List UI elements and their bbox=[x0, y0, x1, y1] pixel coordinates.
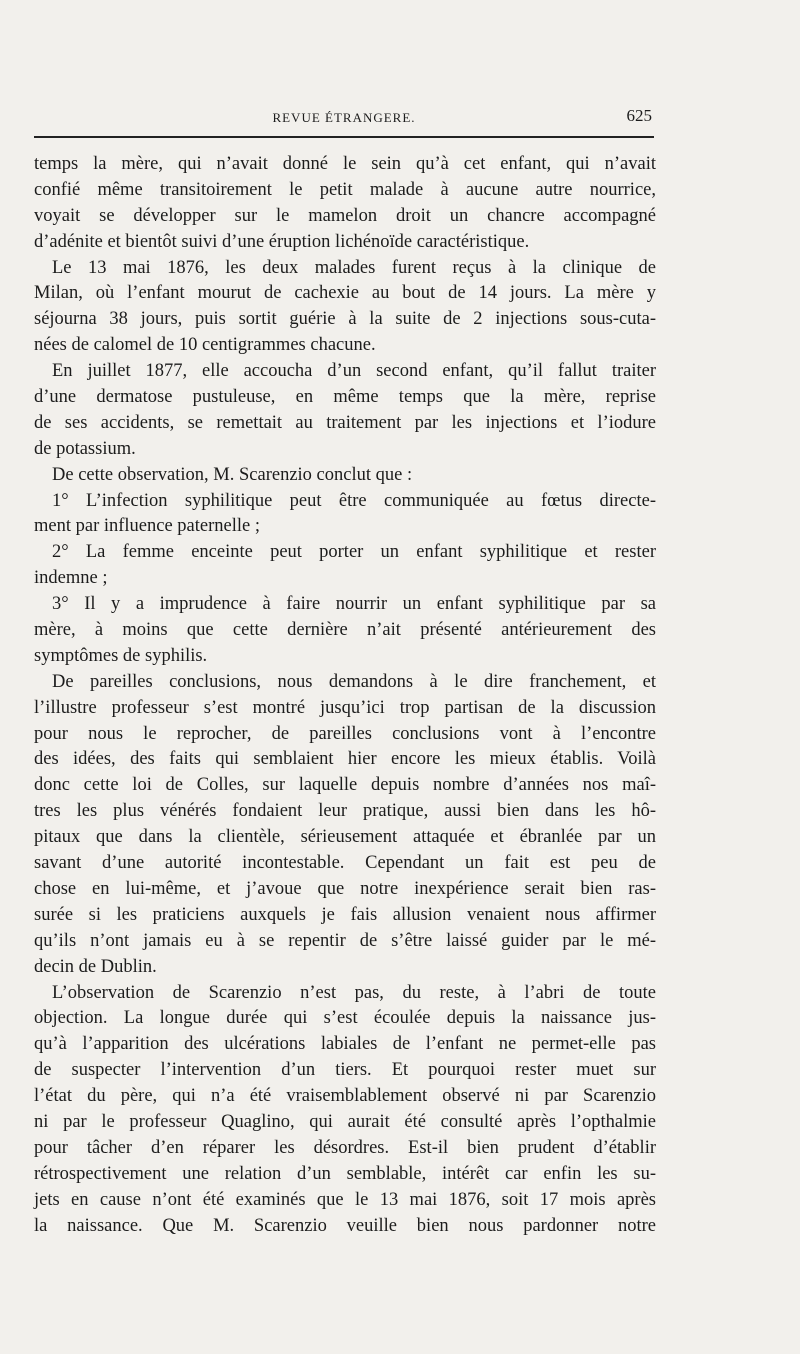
text-line: qu’à l’apparition des ulcérations labiales de l’enfant ne permet-elle pas bbox=[34, 1034, 656, 1055]
text-line: 2° La femme enceinte peut porter un enfant syphilitique et rester bbox=[52, 542, 656, 563]
text-line: la naissance. Que M. Scarenzio veuille bien nous pardonner notre bbox=[34, 1215, 656, 1236]
text-line: 3° Il y a imprudence à faire nourrir un enfant syphilitique par sa bbox=[52, 594, 656, 615]
body-text bbox=[34, 152, 656, 1239]
header-rule bbox=[34, 136, 654, 138]
text-line: mère, à moins que cette dernière n’ait présenté antérieurement des bbox=[34, 620, 656, 641]
text-line: de suspecter l’intervention d’un tiers. Et pourquoi rester muet sur bbox=[34, 1060, 656, 1081]
text-line: ment par influence paternelle ; bbox=[34, 516, 261, 537]
text-line: objection. La longue durée qui s’est écoulée depuis la naissance jus- bbox=[34, 1008, 656, 1029]
text-line: qu’ils n’ont jamais eu à se repentir de s’être laissé guider par le mé- bbox=[34, 930, 656, 951]
text-line: d’adénite et bientôt suivi d’une éruption lichénoïde caractéristique. bbox=[34, 231, 530, 252]
text-line: rétrospectivement une relation d’un semblable, intérêt car enfin les su- bbox=[34, 1163, 656, 1184]
page-header bbox=[34, 102, 654, 130]
text-line: L’observation de Scarenzio n’est pas, du reste, à l’abri de toute bbox=[52, 982, 656, 1003]
text-line: de ses accidents, se remettait au traitement par les injections et l’iodure bbox=[34, 412, 656, 433]
text-line: savant d’une autorité incontestable. Cependant un fait est peu de bbox=[34, 853, 656, 874]
text-line: l’illustre professeur s’est montré jusqu’ici trop partisan de la discussion bbox=[34, 697, 656, 718]
text-line: symptômes de syphilis. bbox=[34, 645, 208, 666]
text-line: de potassium. bbox=[34, 438, 136, 459]
text-line: tres les plus vénérés fondaient leur pratique, aussi bien dans les hô- bbox=[34, 801, 656, 822]
text-line: indemne ; bbox=[34, 568, 108, 589]
text-line: nées de calomel de 10 centigrammes chacune. bbox=[34, 335, 376, 356]
text-line: ni par le professeur Quaglino, qui aurait été consulté après l’opthalmie bbox=[34, 1111, 656, 1132]
text-line: l’état du père, qui n’a été vraisemblablement observé ni par Scarenzio bbox=[34, 1086, 656, 1107]
text-line: En juillet 1877, elle accoucha d’un second enfant, qu’il fallut traiter bbox=[52, 361, 656, 382]
text-line: Milan, où l’enfant mourut de cachexie au bout de 14 jours. La mère y bbox=[34, 283, 656, 304]
text-line: des idées, des faits qui semblaient hier encore les mieux établis. Voilà bbox=[34, 749, 656, 770]
text-line: De cette observation, M. Scarenzio conclut que : bbox=[52, 464, 413, 485]
text-line: voyait se développer sur le mamelon droit un chancre accompagné bbox=[34, 205, 656, 226]
text-line: pour tâcher d’en réparer les désordres. Est-il bien prudent d’établir bbox=[34, 1137, 656, 1158]
text-line: confié même transitoirement le petit malade à aucune autre nourrice, bbox=[34, 179, 656, 200]
running-title: REVUE ÉTRANGERE. bbox=[272, 110, 416, 125]
text-line: 1° L’infection syphilitique peut être communiquée au fœtus directe- bbox=[52, 490, 656, 511]
text-line: donc cette loi de Colles, sur laquelle depuis nombre d’années nos maî- bbox=[34, 775, 656, 796]
text-line: De pareilles conclusions, nous demandons à le dire franchement, et bbox=[52, 671, 656, 692]
text-line: pour nous le reprocher, de pareilles conclusions vont à l’encontre bbox=[34, 723, 656, 744]
text-line: chose en lui-même, et j’avoue que notre inexpérience serait bien ras- bbox=[34, 878, 656, 899]
page-number: 625 bbox=[626, 106, 652, 125]
text-line: decin de Dublin. bbox=[34, 956, 157, 977]
text-line: temps la mère, qui n’avait donné le sein qu’à cet enfant, qui n’avait bbox=[34, 154, 656, 174]
text-line: séjourna 38 jours, puis sortit guérie à la suite de 2 injections sous-cuta- bbox=[34, 309, 656, 330]
text-line: jets en cause n’ont été examinés que le 13 mai 1876, soit 17 mois après bbox=[34, 1189, 656, 1210]
text-line: Le 13 mai 1876, les deux malades furent reçus à la clinique de bbox=[52, 257, 656, 278]
text-line: pitaux que dans la clientèle, sérieusement attaquée et ébranlée par un bbox=[34, 827, 656, 848]
text-line: surée si les praticiens auxquels je fais allusion venaient nous affirmer bbox=[34, 904, 656, 925]
text-line: d’une dermatose pustuleuse, en même temps que la mère, reprise bbox=[34, 387, 656, 408]
